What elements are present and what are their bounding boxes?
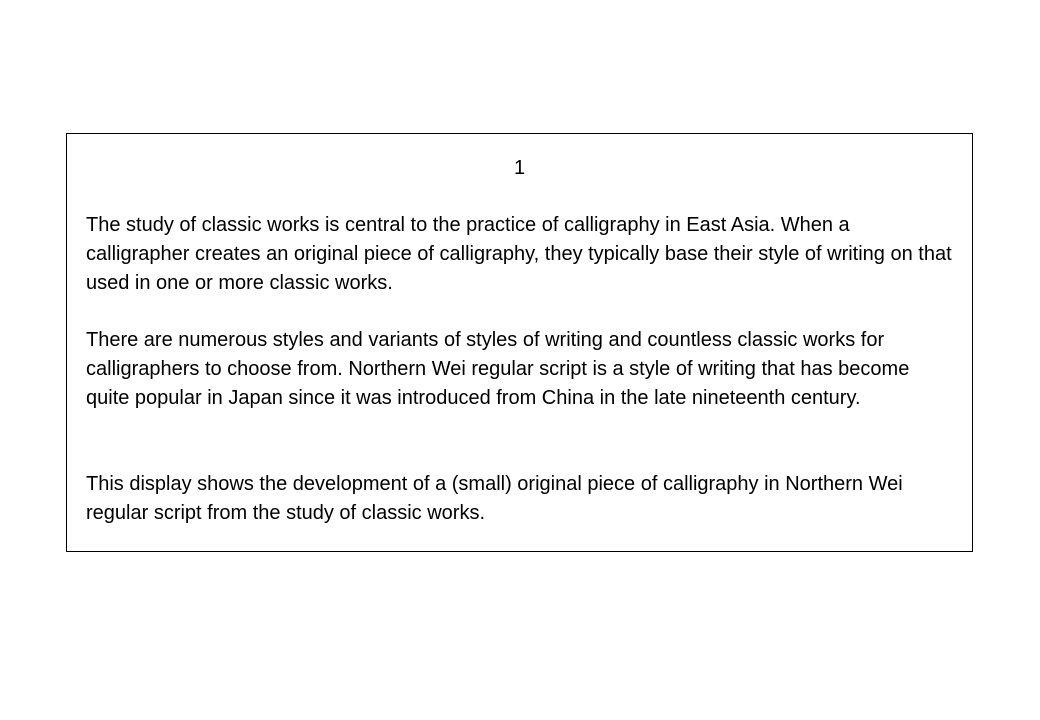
paragraph-styles: There are numerous styles and variants of styles of writing and countless classic works for calligraphers to choose from. Northern Wei regular script is a style of writing that has become quite popular in Japan since it was introduced from China in the late nineteenth century. xyxy=(86,329,910,409)
page-number: 1 xyxy=(513,157,526,179)
paragraph-display: This display shows the development of a (small) original piece of calligraphy in Northern Wei regular script from the study of classic works. xyxy=(86,473,903,524)
paragraph-intro: The study of classic works is central to the practice of calligraphy in East Asia. When a calligrapher creates an original piece of calligraphy, they typically base their style of writing on that used in one or more classic works. xyxy=(86,214,952,294)
text-panel xyxy=(66,133,973,552)
